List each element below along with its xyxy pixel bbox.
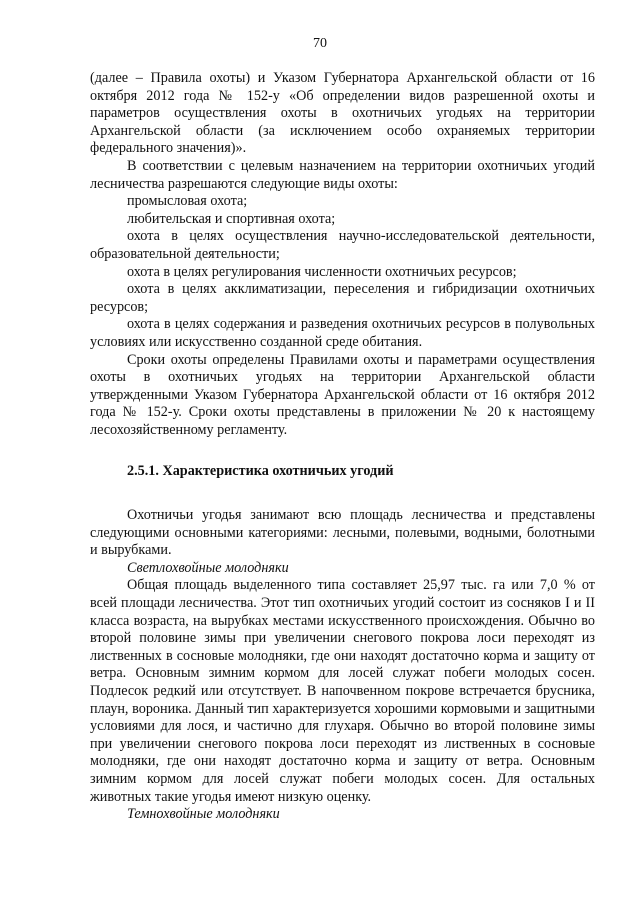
list-item: любительская и спортивная охота;: [127, 210, 336, 227]
section-heading: 2.5.1. Характеристика охотничьих угодий: [127, 463, 394, 480]
list-item: охота в целях регулирования численности охотничьих ресурсов;: [127, 263, 517, 280]
spacer: [90, 481, 595, 507]
list-item: промысловая охота;: [127, 193, 248, 210]
paragraph-rules-reference: (далее – Правила охоты) и Указом Губернатора Архангельской области от 16 октября 2012 года № 152-у «Об определении видов разрешенной охоты и параметров осуществления охоты в охотничьих угодьях на территории Архангельской области (за исключением особо охраняемых территории федерального значения)».: [90, 70, 595, 157]
list-item: охота в целях осуществления научно-исследовательской деятельности, образовательной деятельности;: [90, 228, 595, 262]
page-number: 70: [313, 36, 327, 51]
paragraph-light-conifer: Общая площадь выделенного типа составляет 25,97 тыс. га или 7,0 % от всей площади лесничества. Этот тип охотничьих угодий состоит из сосняков I и II класса возраста, на вырубках местами искусственного происхождения. Обычно во второй половине зимы при увеличении снегового покрова лоси переходят из лиственных в сосновые молодняки, где они находят достаточно корма и защиту от ветра. Основным зимним кормом для лосей служат побеги молодых сосен. Подлесок редкий или отсутствует. В напочвенном покрове встречается брусника, плаун, вороника. Данный тип характеризуется хорошими кормовыми и защитными условиями для лося, и частично для глухаря. Обычно во второй половине зимы при увеличении снегового покрова лоси переходят из лиственных в сосновые молодняки, где они находят достаточно корма и защиту от ветра. Основным зимним кормом для лосей служат побеги молодых сосен. Для остальных животных такие угодья имеют низкую оценку.: [90, 577, 595, 805]
subheading-dark-conifer: Темнохвойные молодняки: [127, 806, 280, 823]
list-item: охота в целях содержания и разведения охотничьих ресурсов в полувольных условиях или искусственно созданной среде обитания.: [90, 316, 595, 350]
paragraph-lands-intro: Охотничьи угодья занимают всю площадь лесничества и представлены следующими основными категориями: лесными, полевыми, водными, болотными и вырубками.: [90, 507, 595, 559]
list-item: охота в целях акклиматизации, переселения и гибридизации охотничьих ресурсов;: [90, 281, 595, 315]
document-body: [90, 70, 595, 824]
subheading-light-conifer: Светлохвойные молодняки: [127, 559, 289, 576]
paragraph-hunting-dates: Сроки охоты определены Правилами охоты и параметрами осуществления охоты в охотничьих угодьях на территории Архангельской области утвержденными Указом Губернатора Архангельской области от 16 октября 2012 года № 152-у. Сроки охоты представлены в приложении № 20 к настоящему лесохозяйственному регламенту.: [90, 351, 595, 438]
paragraph-hunting-types-intro: В соответствии с целевым назначением на территории охотничьих угодий лесничества разрешаются следующие виды охоты:: [90, 157, 595, 192]
